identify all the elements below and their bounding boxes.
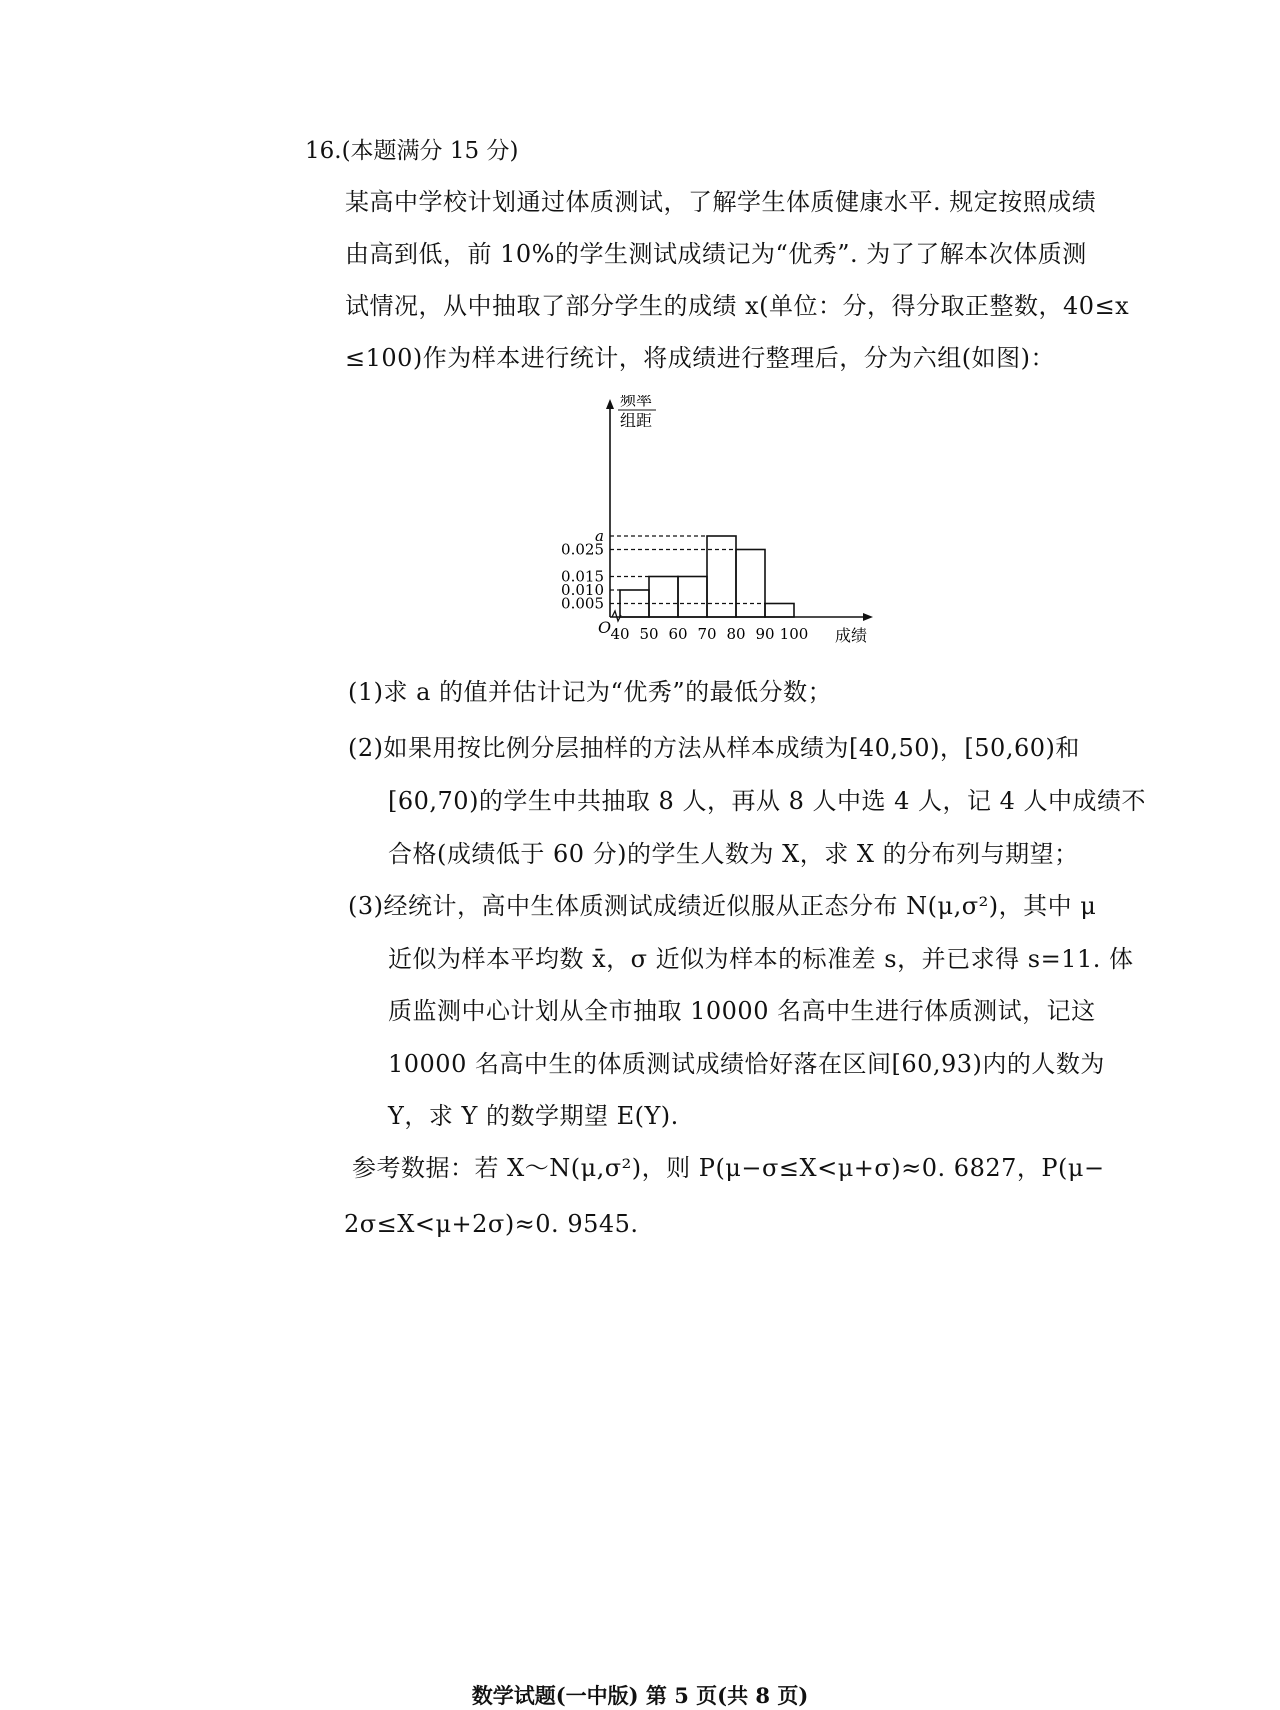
question-stem bbox=[345, 176, 1129, 384]
part-line: Y，求 Y 的数学期望 E(Y). bbox=[388, 1102, 679, 1130]
question-header bbox=[305, 132, 518, 165]
question-score-note: (本题满分 15 分) bbox=[341, 138, 519, 164]
reference-line: 参考数据：若 X～N(μ,σ²)，则 P(μ−σ≤X<μ+σ)≈0. 6827，P(μ− bbox=[352, 1154, 1105, 1182]
y-tick-label: 0.005 bbox=[561, 594, 604, 613]
x-tick-label: 50 bbox=[639, 625, 659, 643]
x-tick-label: 60 bbox=[668, 625, 688, 643]
histogram-bar bbox=[707, 536, 736, 617]
part-1 bbox=[348, 672, 832, 707]
stem-line: 由高到低，前 10%的学生测试成绩记为“优秀”. 为了了解本次体质测 bbox=[345, 240, 1087, 268]
histogram-bar bbox=[765, 604, 794, 618]
y-axis-label-bottom: 组距 bbox=[620, 411, 653, 430]
x-axis-label: 成绩 bbox=[835, 626, 868, 645]
y-tick-label: 0.015 bbox=[561, 567, 604, 586]
histogram-bar bbox=[736, 550, 765, 618]
x-tick-label: 90 bbox=[755, 625, 775, 643]
reference-data bbox=[344, 1140, 1105, 1252]
x-tick-label: 100 bbox=[779, 625, 809, 643]
part-line: (1)求 a 的值并估计记为“优秀”的最低分数； bbox=[348, 678, 833, 706]
histogram-svg bbox=[535, 395, 880, 645]
histogram-chart bbox=[535, 395, 880, 645]
x-tick-label: 80 bbox=[726, 625, 746, 643]
x-tick-label: 40 bbox=[610, 625, 630, 643]
part-3 bbox=[348, 880, 1133, 1143]
part-line: 10000 名高中生的体质测试成绩恰好落在区间[60,93)内的人数为 bbox=[388, 1049, 1105, 1078]
reference-line: 2σ≤X<μ+2σ)≈0. 9545. bbox=[344, 1210, 639, 1238]
part-line: 合格(成绩低于 60 分)的学生人数为 X，求 X 的分布列与期望； bbox=[388, 840, 1079, 868]
x-tick-label: 70 bbox=[697, 625, 717, 643]
stem-line: 某高中学校计划通过体质测试，了解学生体质健康水平. 规定按照成绩 bbox=[345, 188, 1097, 216]
part-line: [60,70)的学生中共抽取 8 人，再从 8 人中选 4 人，记 4 人中成绩不 bbox=[388, 787, 1147, 815]
y-tick-label: 0.025 bbox=[561, 540, 604, 559]
histogram-bar bbox=[649, 577, 678, 618]
page-footer: 数学试题(一中版) 第 5 页(共 8 页) bbox=[471, 1683, 809, 1708]
part-line: (3)经统计，高中生体质测试成绩近似服从正态分布 N(μ,σ²)，其中 μ bbox=[348, 892, 1097, 920]
y-axis-label-top: 频率 bbox=[620, 395, 653, 409]
origin-label: O bbox=[598, 618, 612, 637]
histogram-bar bbox=[678, 577, 707, 618]
part-line: 质监测中心计划从全市抽取 10000 名高中生进行体质测试，记这 bbox=[388, 997, 1096, 1025]
question-number: 16. bbox=[305, 138, 342, 164]
y-axis-arrow bbox=[606, 399, 614, 409]
part-2 bbox=[348, 722, 1146, 881]
x-axis-arrow bbox=[863, 613, 873, 621]
stem-line: ≤100)作为样本进行统计，将成绩进行整理后，分为六组(如图)： bbox=[345, 344, 1056, 372]
y-tick-label: 0.010 bbox=[561, 581, 604, 599]
part-line: (2)如果用按比例分层抽样的方法从样本成绩为[40,50)，[50,60)和 bbox=[348, 734, 1080, 762]
stem-line: 试情况，从中抽取了部分学生的成绩 x(单位：分，得分取正整数，40≤x bbox=[345, 292, 1130, 320]
part-line: 近似为样本平均数 x̄，σ 近似为样本的标准差 s，并已求得 s=11. 体 bbox=[388, 944, 1134, 973]
y-tick-label: a bbox=[595, 527, 604, 545]
